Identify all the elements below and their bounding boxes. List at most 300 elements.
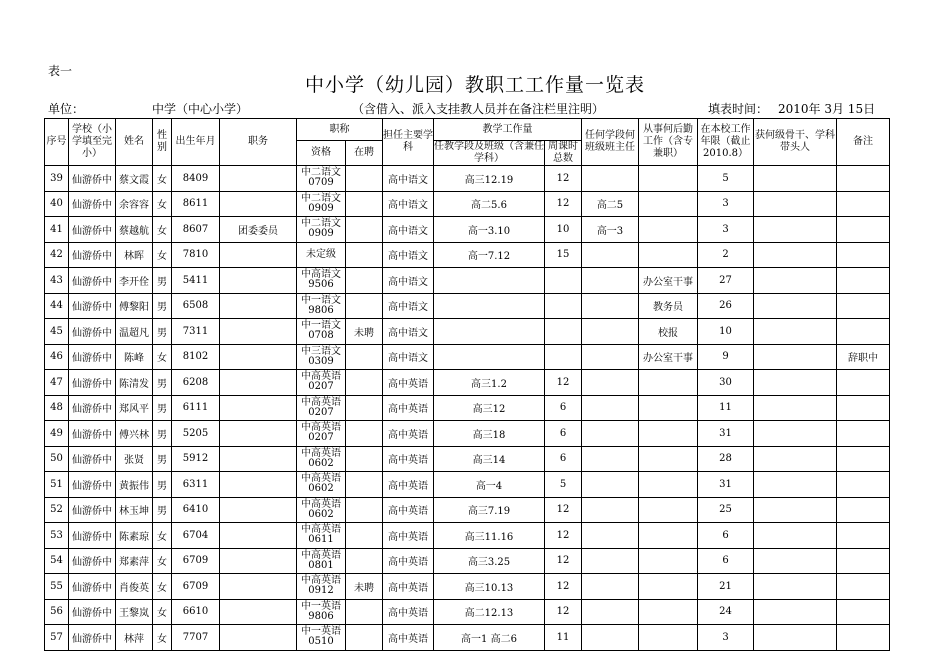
cell-subject: 高中语文 bbox=[383, 344, 434, 370]
cell-qualification bbox=[297, 548, 346, 574]
page-title: 中小学（幼儿园）教职工工作量一览表 bbox=[304, 74, 645, 96]
cell-honors bbox=[754, 242, 837, 268]
cell-remark bbox=[837, 446, 890, 472]
cell-school: 仙游侨中 bbox=[69, 217, 116, 243]
cell-qualification bbox=[297, 523, 346, 549]
qualification-date: 0602 bbox=[308, 508, 334, 520]
cell-logistics bbox=[639, 370, 698, 396]
header-head-teacher: 任何学段何班级班主任 bbox=[582, 119, 639, 166]
cell-honors bbox=[754, 319, 837, 345]
table-row bbox=[45, 446, 890, 472]
cell-birth: 8611 bbox=[172, 191, 220, 217]
cell-qualification bbox=[297, 217, 346, 243]
cell-logistics: 校报 bbox=[639, 319, 698, 345]
cell-head-teacher bbox=[582, 523, 639, 549]
cell-weekly: 5 bbox=[545, 472, 582, 498]
cell-head-teacher: 高二5 bbox=[582, 191, 639, 217]
cell-employed bbox=[346, 191, 383, 217]
cell-head-teacher bbox=[582, 242, 639, 268]
cell-school: 仙游侨中 bbox=[69, 166, 116, 192]
cell-birth: 6111 bbox=[172, 395, 220, 421]
qualification-date: 0611 bbox=[308, 534, 334, 546]
cell-birth: 8409 bbox=[172, 166, 220, 192]
cell-years: 30 bbox=[698, 370, 754, 396]
cell-name: 傅兴林 bbox=[116, 421, 153, 447]
header-school: 学校（小学填至完小） bbox=[69, 119, 116, 166]
cell-years: 28 bbox=[698, 446, 754, 472]
cell-years: 9 bbox=[698, 344, 754, 370]
header-birth: 出生年月 bbox=[172, 119, 220, 166]
cell-subject: 高中英语 bbox=[383, 523, 434, 549]
unit-value: 中学（中心小学） bbox=[152, 102, 249, 116]
cell-logistics bbox=[639, 599, 698, 625]
cell-name: 陈峰 bbox=[116, 344, 153, 370]
cell-birth: 5411 bbox=[172, 268, 220, 294]
cell-post bbox=[220, 472, 297, 498]
header-name: 姓名 bbox=[116, 119, 153, 166]
cell-head-teacher bbox=[582, 344, 639, 370]
cell-years: 6 bbox=[698, 523, 754, 549]
cell-weekly bbox=[545, 344, 582, 370]
cell-employed bbox=[346, 242, 383, 268]
table-row bbox=[45, 548, 890, 574]
cell-honors bbox=[754, 191, 837, 217]
qualification-title: 未定级 bbox=[306, 248, 336, 260]
table-row bbox=[45, 242, 890, 268]
qualification-title: 中高英语 bbox=[301, 371, 341, 383]
qualification-date: 0909 bbox=[308, 228, 334, 240]
cell-remark bbox=[837, 395, 890, 421]
cell-head-teacher bbox=[582, 370, 639, 396]
cell-years: 3 bbox=[698, 625, 754, 651]
cell-weekly: 12 bbox=[545, 548, 582, 574]
cell-subject: 高中语文 bbox=[383, 293, 434, 319]
header-seq: 序号 bbox=[45, 119, 69, 166]
cell-gender: 男 bbox=[153, 370, 172, 396]
cell-classes bbox=[434, 268, 545, 294]
cell-gender: 男 bbox=[153, 497, 172, 523]
cell-logistics bbox=[639, 395, 698, 421]
cell-remark bbox=[837, 497, 890, 523]
unit-label: 单位： bbox=[48, 102, 85, 116]
qualification-title: 中二语文 bbox=[301, 218, 341, 230]
cell-qualification bbox=[297, 395, 346, 421]
cell-remark bbox=[837, 293, 890, 319]
cell-honors bbox=[754, 574, 837, 600]
cell-head-teacher bbox=[582, 421, 639, 447]
cell-seq: 42 bbox=[45, 242, 69, 268]
cell-seq: 52 bbox=[45, 497, 69, 523]
cell-school: 仙游侨中 bbox=[69, 370, 116, 396]
cell-school: 仙游侨中 bbox=[69, 574, 116, 600]
cell-seq: 43 bbox=[45, 268, 69, 294]
cell-qualification bbox=[297, 242, 346, 268]
table-body bbox=[45, 166, 890, 651]
cell-name: 蔡文霞 bbox=[116, 166, 153, 192]
cell-birth: 6610 bbox=[172, 599, 220, 625]
cell-qualification bbox=[297, 319, 346, 345]
cell-honors bbox=[754, 395, 837, 421]
cell-weekly bbox=[545, 293, 582, 319]
cell-honors bbox=[754, 446, 837, 472]
cell-classes: 高三3.25 bbox=[434, 548, 545, 574]
cell-qualification bbox=[297, 574, 346, 600]
cell-head-teacher bbox=[582, 497, 639, 523]
cell-honors bbox=[754, 344, 837, 370]
header-workload-group: 教学工作量 bbox=[434, 119, 582, 141]
cell-seq: 41 bbox=[45, 217, 69, 243]
cell-remark bbox=[837, 599, 890, 625]
qualification-date: 0801 bbox=[308, 559, 334, 571]
cell-post bbox=[220, 599, 297, 625]
cell-birth: 5912 bbox=[172, 446, 220, 472]
cell-classes: 高三10.13 bbox=[434, 574, 545, 600]
qualification-date: 0912 bbox=[308, 585, 334, 597]
cell-remark bbox=[837, 242, 890, 268]
cell-subject: 高中英语 bbox=[383, 446, 434, 472]
qualification-title: 中高英语 bbox=[301, 473, 341, 485]
cell-post bbox=[220, 574, 297, 600]
workload-table bbox=[44, 118, 890, 651]
cell-head-teacher bbox=[582, 166, 639, 192]
cell-remark bbox=[837, 191, 890, 217]
cell-remark bbox=[837, 370, 890, 396]
cell-birth: 6508 bbox=[172, 293, 220, 319]
cell-qualification bbox=[297, 625, 346, 651]
cell-birth: 6709 bbox=[172, 548, 220, 574]
header-remark: 备注 bbox=[837, 119, 890, 166]
cell-classes: 高二12.13 bbox=[434, 599, 545, 625]
cell-seq: 39 bbox=[45, 166, 69, 192]
cell-head-teacher bbox=[582, 472, 639, 498]
cell-gender: 男 bbox=[153, 293, 172, 319]
header-logistics: 从事何后勤工作（含专兼职） bbox=[639, 119, 698, 166]
cell-post bbox=[220, 421, 297, 447]
cell-logistics bbox=[639, 625, 698, 651]
cell-remark bbox=[837, 625, 890, 651]
cell-seq: 57 bbox=[45, 625, 69, 651]
qualification-title: 中二语文 bbox=[301, 167, 341, 179]
cell-qualification bbox=[297, 370, 346, 396]
cell-qualification bbox=[297, 166, 346, 192]
cell-years: 5 bbox=[698, 166, 754, 192]
cell-classes: 高三18 bbox=[434, 421, 545, 447]
cell-years: 24 bbox=[698, 599, 754, 625]
qualification-date: 0207 bbox=[308, 432, 334, 444]
cell-name: 余容容 bbox=[116, 191, 153, 217]
cell-post: 团委委员 bbox=[220, 217, 297, 243]
cell-years: 11 bbox=[698, 395, 754, 421]
cell-classes bbox=[434, 344, 545, 370]
cell-gender: 女 bbox=[153, 242, 172, 268]
cell-logistics bbox=[639, 191, 698, 217]
header-classes: 任教学段及班级（含兼任学科） bbox=[434, 141, 544, 164]
cell-school: 仙游侨中 bbox=[69, 446, 116, 472]
cell-logistics bbox=[639, 166, 698, 192]
qualification-date: 0909 bbox=[308, 202, 334, 214]
qualification-title: 中一语文 bbox=[301, 320, 341, 332]
cell-gender: 男 bbox=[153, 319, 172, 345]
cell-birth: 6311 bbox=[172, 472, 220, 498]
cell-gender: 女 bbox=[153, 191, 172, 217]
cell-years: 25 bbox=[698, 497, 754, 523]
cell-gender: 女 bbox=[153, 574, 172, 600]
cell-classes: 高三1.2 bbox=[434, 370, 545, 396]
qualification-title: 中二语文 bbox=[301, 192, 341, 204]
table-row bbox=[45, 166, 890, 192]
cell-subject: 高中英语 bbox=[383, 625, 434, 651]
header-employed: 在聘 bbox=[346, 141, 383, 166]
cell-years: 3 bbox=[698, 217, 754, 243]
cell-qualification bbox=[297, 421, 346, 447]
cell-gender: 男 bbox=[153, 421, 172, 447]
cell-logistics bbox=[639, 548, 698, 574]
cell-logistics bbox=[639, 523, 698, 549]
cell-weekly bbox=[545, 268, 582, 294]
header-title-group: 职称 bbox=[297, 119, 383, 141]
table-header bbox=[45, 119, 890, 166]
cell-name: 张贤 bbox=[116, 446, 153, 472]
table-row bbox=[45, 344, 890, 370]
qualification-title: 中高英语 bbox=[301, 498, 341, 510]
qualification-date: 0309 bbox=[308, 355, 334, 367]
cell-remark bbox=[837, 472, 890, 498]
cell-years: 21 bbox=[698, 574, 754, 600]
cell-honors bbox=[754, 370, 837, 396]
cell-seq: 45 bbox=[45, 319, 69, 345]
table-row bbox=[45, 370, 890, 396]
cell-remark bbox=[837, 421, 890, 447]
cell-school: 仙游侨中 bbox=[69, 523, 116, 549]
cell-years: 10 bbox=[698, 319, 754, 345]
cell-seq: 46 bbox=[45, 344, 69, 370]
cell-employed bbox=[346, 344, 383, 370]
cell-weekly: 6 bbox=[545, 446, 582, 472]
cell-qualification bbox=[297, 344, 346, 370]
cell-subject: 高中英语 bbox=[383, 472, 434, 498]
cell-subject: 高中英语 bbox=[383, 599, 434, 625]
table-note: （含借入、派入支挂教人员并在备注栏里注明） bbox=[352, 102, 605, 116]
cell-weekly: 12 bbox=[545, 599, 582, 625]
cell-seq: 49 bbox=[45, 421, 69, 447]
cell-years: 26 bbox=[698, 293, 754, 319]
cell-subject: 高中英语 bbox=[383, 548, 434, 574]
cell-post bbox=[220, 625, 297, 651]
cell-gender: 男 bbox=[153, 472, 172, 498]
cell-head-teacher bbox=[582, 293, 639, 319]
cell-post bbox=[220, 497, 297, 523]
cell-classes: 高一4 bbox=[434, 472, 545, 498]
cell-employed bbox=[346, 293, 383, 319]
cell-birth: 8102 bbox=[172, 344, 220, 370]
cell-remark bbox=[837, 319, 890, 345]
cell-school: 仙游侨中 bbox=[69, 344, 116, 370]
cell-name: 王黎岚 bbox=[116, 599, 153, 625]
cell-subject: 高中英语 bbox=[383, 421, 434, 447]
cell-gender: 女 bbox=[153, 217, 172, 243]
cell-weekly: 12 bbox=[545, 497, 582, 523]
table-row bbox=[45, 599, 890, 625]
cell-post bbox=[220, 191, 297, 217]
table-row bbox=[45, 293, 890, 319]
cell-head-teacher bbox=[582, 548, 639, 574]
qualification-date: 0602 bbox=[308, 483, 334, 495]
cell-name: 蔡越航 bbox=[116, 217, 153, 243]
cell-classes: 高一1 高二6 bbox=[434, 625, 545, 651]
cell-logistics bbox=[639, 421, 698, 447]
cell-weekly: 11 bbox=[545, 625, 582, 651]
qualification-title: 中一英语 bbox=[301, 626, 341, 638]
cell-classes: 高三14 bbox=[434, 446, 545, 472]
cell-remark bbox=[837, 523, 890, 549]
cell-name: 郑素萍 bbox=[116, 548, 153, 574]
cell-years: 2 bbox=[698, 242, 754, 268]
cell-employed bbox=[346, 395, 383, 421]
fill-date-label: 填表时间： bbox=[708, 102, 769, 116]
cell-subject: 高中英语 bbox=[383, 395, 434, 421]
qualification-title: 中高英语 bbox=[301, 524, 341, 536]
cell-post bbox=[220, 293, 297, 319]
cell-weekly: 12 bbox=[545, 523, 582, 549]
cell-subject: 高中英语 bbox=[383, 574, 434, 600]
cell-head-teacher bbox=[582, 574, 639, 600]
header-subject: 担任主要学科 bbox=[383, 119, 434, 166]
cell-qualification bbox=[297, 599, 346, 625]
fill-date-value: 2010年 3月 15日 bbox=[778, 102, 876, 116]
cell-remark bbox=[837, 574, 890, 600]
qualification-title: 中高英语 bbox=[301, 396, 341, 408]
cell-employed bbox=[346, 548, 383, 574]
cell-head-teacher bbox=[582, 319, 639, 345]
qualification-date: 9806 bbox=[308, 304, 334, 316]
cell-remark bbox=[837, 548, 890, 574]
table-row bbox=[45, 217, 890, 243]
cell-school: 仙游侨中 bbox=[69, 599, 116, 625]
cell-post bbox=[220, 242, 297, 268]
cell-school: 仙游侨中 bbox=[69, 268, 116, 294]
page-label: 表一 bbox=[48, 64, 73, 78]
cell-subject: 高中语文 bbox=[383, 191, 434, 217]
cell-birth: 7707 bbox=[172, 625, 220, 651]
cell-seq: 47 bbox=[45, 370, 69, 396]
cell-logistics bbox=[639, 574, 698, 600]
cell-employed: 未聘 bbox=[346, 319, 383, 345]
qualification-date: 0709 bbox=[308, 177, 334, 189]
table-row bbox=[45, 574, 890, 600]
qualification-date: 0708 bbox=[308, 330, 334, 342]
cell-gender: 女 bbox=[153, 625, 172, 651]
qualification-date: 0207 bbox=[308, 406, 334, 418]
cell-gender: 女 bbox=[153, 548, 172, 574]
cell-post bbox=[220, 166, 297, 192]
table-row bbox=[45, 472, 890, 498]
cell-seq: 56 bbox=[45, 599, 69, 625]
cell-birth: 7311 bbox=[172, 319, 220, 345]
cell-weekly bbox=[545, 319, 582, 345]
cell-subject: 高中语文 bbox=[383, 166, 434, 192]
qualification-date: 0510 bbox=[308, 636, 334, 648]
cell-weekly: 12 bbox=[545, 574, 582, 600]
cell-seq: 51 bbox=[45, 472, 69, 498]
cell-school: 仙游侨中 bbox=[69, 421, 116, 447]
header-post: 职务 bbox=[220, 119, 297, 166]
cell-employed bbox=[346, 472, 383, 498]
cell-school: 仙游侨中 bbox=[69, 191, 116, 217]
cell-qualification bbox=[297, 472, 346, 498]
cell-birth: 5205 bbox=[172, 421, 220, 447]
qualification-title: 中一英语 bbox=[301, 600, 341, 612]
header-weekly: 周课时总数 bbox=[545, 141, 582, 166]
header-qualification: 资格 bbox=[297, 141, 346, 166]
cell-logistics bbox=[639, 472, 698, 498]
qualification-date: 0602 bbox=[308, 457, 334, 469]
qualification-title: 中高英语 bbox=[301, 422, 341, 434]
cell-subject: 高中语文 bbox=[383, 242, 434, 268]
cell-gender: 男 bbox=[153, 395, 172, 421]
cell-years: 31 bbox=[698, 421, 754, 447]
cell-remark bbox=[837, 166, 890, 192]
cell-seq: 54 bbox=[45, 548, 69, 574]
cell-years: 3 bbox=[698, 191, 754, 217]
cell-seq: 44 bbox=[45, 293, 69, 319]
cell-name: 林萍 bbox=[116, 625, 153, 651]
table-row bbox=[45, 421, 890, 447]
cell-birth: 6704 bbox=[172, 523, 220, 549]
cell-weekly: 12 bbox=[545, 370, 582, 396]
cell-employed bbox=[346, 599, 383, 625]
header-honors: 获何级骨干、学科带头人 bbox=[754, 119, 837, 166]
cell-post bbox=[220, 370, 297, 396]
cell-name: 黄振伟 bbox=[116, 472, 153, 498]
cell-name: 傅黎阳 bbox=[116, 293, 153, 319]
cell-gender: 男 bbox=[153, 446, 172, 472]
table-row bbox=[45, 319, 890, 345]
cell-remark bbox=[837, 217, 890, 243]
cell-logistics bbox=[639, 497, 698, 523]
cell-birth: 8607 bbox=[172, 217, 220, 243]
cell-school: 仙游侨中 bbox=[69, 319, 116, 345]
cell-post bbox=[220, 523, 297, 549]
table-row bbox=[45, 625, 890, 651]
table-row bbox=[45, 395, 890, 421]
qualification-title: 中高语文 bbox=[301, 269, 341, 281]
qualification-title: 中高英语 bbox=[301, 549, 341, 561]
cell-classes: 高一3.10 bbox=[434, 217, 545, 243]
cell-classes: 高三12.19 bbox=[434, 166, 545, 192]
qualification-title: 中高英语 bbox=[301, 575, 341, 587]
cell-school: 仙游侨中 bbox=[69, 625, 116, 651]
cell-weekly: 12 bbox=[545, 166, 582, 192]
cell-school: 仙游侨中 bbox=[69, 242, 116, 268]
cell-post bbox=[220, 344, 297, 370]
cell-seq: 40 bbox=[45, 191, 69, 217]
cell-qualification bbox=[297, 446, 346, 472]
cell-post bbox=[220, 548, 297, 574]
cell-honors bbox=[754, 625, 837, 651]
cell-employed bbox=[346, 421, 383, 447]
cell-logistics bbox=[639, 242, 698, 268]
cell-employed bbox=[346, 217, 383, 243]
cell-years: 31 bbox=[698, 472, 754, 498]
cell-qualification bbox=[297, 191, 346, 217]
cell-gender: 女 bbox=[153, 344, 172, 370]
cell-employed bbox=[346, 497, 383, 523]
cell-subject: 高中英语 bbox=[383, 497, 434, 523]
cell-weekly: 6 bbox=[545, 421, 582, 447]
cell-school: 仙游侨中 bbox=[69, 293, 116, 319]
cell-honors bbox=[754, 548, 837, 574]
cell-subject: 高中英语 bbox=[383, 370, 434, 396]
